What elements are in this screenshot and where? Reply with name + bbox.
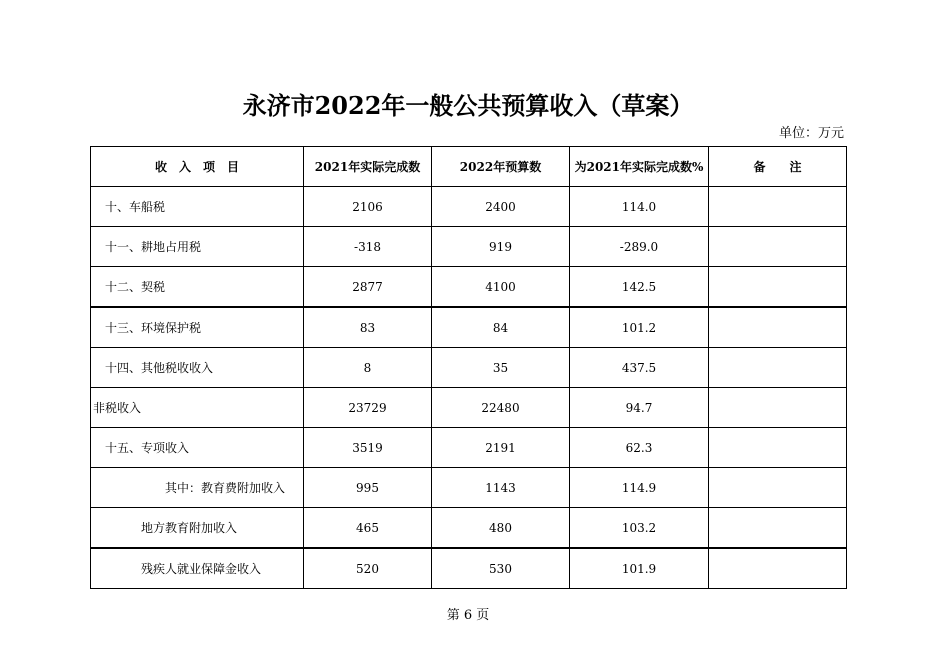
row-item-name: 地方教育附加收入: [91, 508, 304, 549]
row-budget-2022: 2400: [432, 187, 570, 227]
row-actual-2021: 83: [304, 307, 432, 348]
row-note: [709, 348, 847, 388]
table-row: [91, 227, 847, 267]
row-actual-2021: 23729: [304, 388, 432, 428]
row-note: [709, 468, 847, 508]
row-percent: 94.7: [570, 388, 709, 428]
row-percent: 114.0: [570, 187, 709, 227]
col-header-note: 备 注: [709, 147, 847, 187]
page-title: 永济市2022年一般公共预算收入（草案）: [242, 91, 694, 120]
row-budget-2022: 919: [432, 227, 570, 267]
row-budget-2022: 84: [432, 307, 570, 348]
row-percent: 103.2: [570, 508, 709, 549]
row-note: [709, 388, 847, 428]
row-budget-2022: 22480: [432, 388, 570, 428]
col-header-budget-2022: 2022年预算数: [432, 147, 570, 187]
row-item-name: 十一、耕地占用税: [91, 227, 304, 267]
row-percent: 101.9: [570, 548, 709, 589]
row-note: [709, 267, 847, 308]
col-header-actual-2021: 2021年实际完成数: [304, 147, 432, 187]
row-budget-2022: 1143: [432, 468, 570, 508]
table-row: [91, 508, 847, 549]
row-budget-2022: 480: [432, 508, 570, 549]
row-actual-2021: 8: [304, 348, 432, 388]
row-actual-2021: 2877: [304, 267, 432, 308]
row-budget-2022: 4100: [432, 267, 570, 308]
row-item-name: 十、车船税: [91, 187, 304, 227]
row-percent: 114.9: [570, 468, 709, 508]
table-row: [91, 187, 847, 227]
row-item-name: 十二、契税: [91, 267, 304, 308]
table-row: [91, 428, 847, 468]
row-item-name: 其中：教育费附加收入: [91, 468, 304, 508]
table-row: [91, 468, 847, 508]
row-actual-2021: 465: [304, 508, 432, 549]
row-actual-2021: 2106: [304, 187, 432, 227]
table-row: [91, 267, 847, 308]
row-percent: 142.5: [570, 267, 709, 308]
row-budget-2022: 530: [432, 548, 570, 589]
row-item-name: 十五、专项收入: [91, 428, 304, 468]
table-row: [91, 388, 847, 428]
row-note: [709, 307, 847, 348]
row-item-name: 残疾人就业保障金收入: [91, 548, 304, 589]
table-row: [91, 548, 847, 589]
row-budget-2022: 35: [432, 348, 570, 388]
row-percent: 101.2: [570, 307, 709, 348]
unit-label: 单位：万元: [778, 126, 844, 141]
row-note: [709, 508, 847, 549]
col-header-percent: 为2021年实际完成数%: [570, 147, 709, 187]
row-item-name: 非税收入: [91, 388, 304, 428]
row-item-name: 十四、其他税收收入: [91, 348, 304, 388]
row-note: [709, 548, 847, 589]
page-number: 第 6 页: [446, 608, 490, 623]
row-percent: -289.0: [570, 227, 709, 267]
table-row: [91, 348, 847, 388]
row-item-name: 十三、环境保护税: [91, 307, 304, 348]
table-header-row: [91, 147, 847, 187]
row-actual-2021: 3519: [304, 428, 432, 468]
row-note: [709, 428, 847, 468]
row-actual-2021: -318: [304, 227, 432, 267]
row-percent: 62.3: [570, 428, 709, 468]
row-actual-2021: 995: [304, 468, 432, 508]
row-note: [709, 227, 847, 267]
col-header-item: 收 入 项 目: [91, 147, 304, 187]
row-percent: 437.5: [570, 348, 709, 388]
budget-table: [90, 146, 847, 589]
row-actual-2021: 520: [304, 548, 432, 589]
row-budget-2022: 2191: [432, 428, 570, 468]
row-note: [709, 187, 847, 227]
table-row: [91, 307, 847, 348]
